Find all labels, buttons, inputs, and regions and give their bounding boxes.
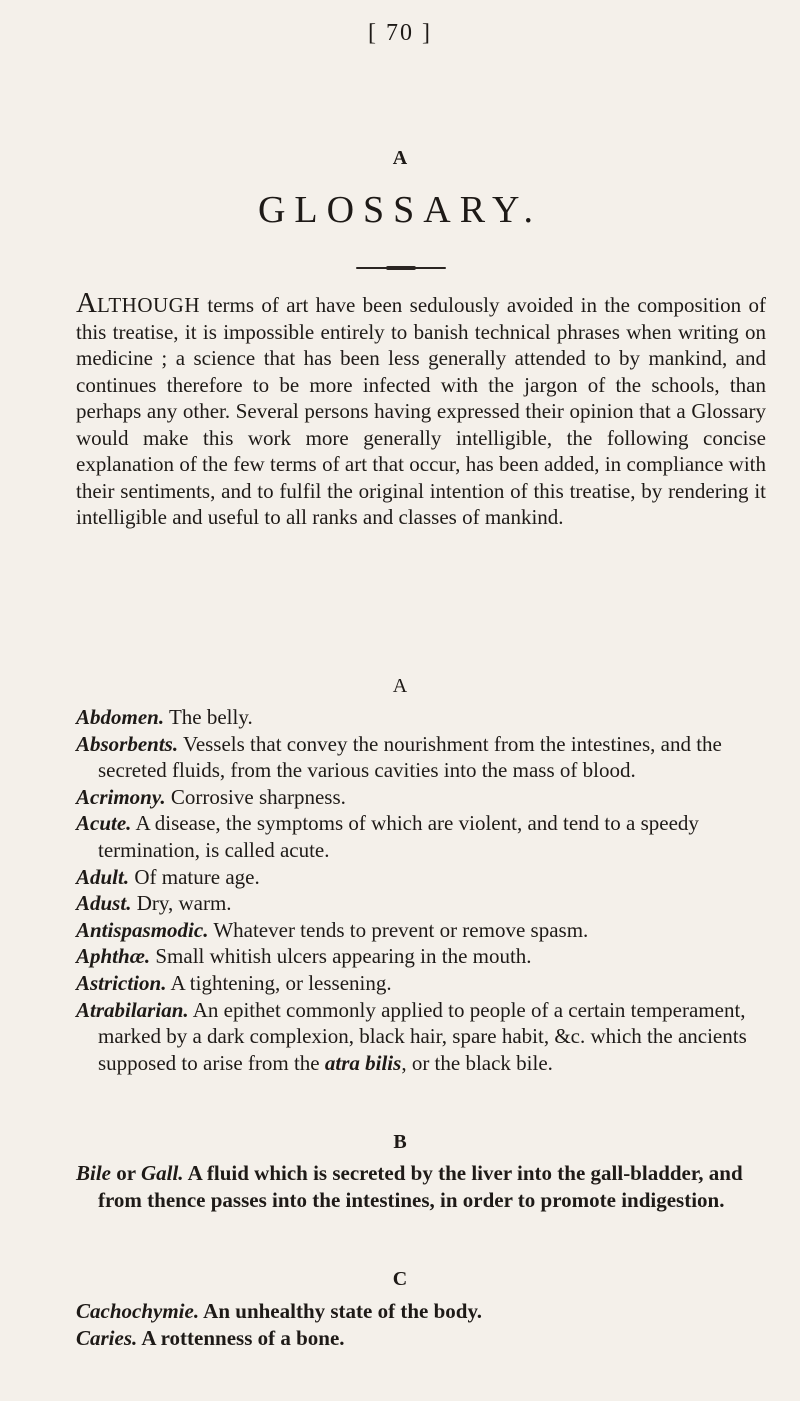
section-letter-b: B — [393, 1131, 407, 1153]
entry-definition: Small whitish ulcers appearing in the mouth. — [150, 944, 532, 969]
entry-term: Acute. — [76, 811, 132, 836]
entry-term: Adult. — [76, 864, 130, 889]
section-letter-a: A — [392, 675, 408, 697]
section-b-entries — [76, 1160, 766, 1213]
glossary-entry — [76, 864, 766, 891]
glossary-entry — [76, 704, 766, 731]
entry-definition-tail: , or the black bile. — [401, 1050, 553, 1075]
entry-italic-phrase: atra bilis — [324, 1050, 402, 1075]
entry-term: Acrimony. — [76, 784, 166, 809]
entry-definition-tail: A fluid which is secreted by the liver into the gall-bladder, and from thence passes into the intestines, in order to promote indigestion. — [98, 1161, 743, 1212]
entry-definition: An epithet commonly applied to people of a certain temperament, marked by a dark complexion, black hair, spare habit, &c. which the ancients supposed to arise from the — [98, 997, 747, 1075]
glossary-entry — [76, 731, 766, 784]
entry-definition: A rottenness of a bone. — [137, 1325, 345, 1350]
heading-article: A — [392, 147, 408, 169]
page-number: [ 70 ] — [368, 20, 432, 46]
section-c-entries — [76, 1298, 766, 1351]
entry-term: Bile — [76, 1161, 111, 1185]
glossary-entry — [76, 943, 766, 970]
entry-definition: Whatever tends to prevent or remove spasm. — [208, 917, 589, 942]
entry-definition: The belly. — [164, 705, 253, 729]
intro-lead-word: LTHOUGH — [96, 293, 201, 317]
glossary-entry — [76, 890, 766, 917]
glossary-entry — [76, 917, 766, 944]
glossary-entry — [76, 1298, 766, 1325]
entry-term: Antispasmodic. — [76, 917, 209, 942]
entry-term: Cachochymie. — [76, 1299, 200, 1323]
glossary-entry — [76, 784, 766, 811]
entry-term: Absorbents. — [76, 731, 179, 756]
glossary-entry — [76, 997, 766, 1077]
glossary-entry — [76, 810, 766, 863]
decorative-rule — [356, 267, 446, 269]
entry-definition: Corrosive sharpness. — [165, 784, 346, 809]
entry-term: Caries. — [76, 1325, 138, 1350]
entry-term: Aphthæ. — [76, 944, 151, 969]
entry-definition: Dry, warm. — [131, 891, 232, 916]
entry-definition: A tightening, or lessening. — [166, 970, 392, 995]
entry-term-alt: Gall. — [140, 1161, 184, 1185]
drop-cap: A — [76, 287, 97, 319]
section-a-entries — [76, 704, 766, 1076]
entry-definition: Of mature age. — [129, 864, 260, 889]
entry-term: Adust. — [76, 891, 132, 916]
glossary-entry — [76, 1325, 766, 1352]
intro-paragraph — [76, 287, 766, 531]
entry-term: Atrabilarian. — [76, 997, 189, 1022]
glossary-entry — [76, 970, 766, 997]
intro-text: terms of art have been sedulously avoided in the composition of this treatise, it is impossible entirely to banish technical phrases when writing on medicine ; a science that has been less generally attended to by mankind, and continues therefore to be more infected with the jargon of the schools, than perhaps any other. Several persons having expressed their opinion that a Glossary would make this work more generally intelligible, the following concise explanation of the few terms of art that occur, has been added, in compliance with their sentiments, and to fulfil the original intention of this treatise, by rendering it intelligible and useful to all ranks and classes of mankind. — [76, 293, 766, 529]
entry-term: Astriction. — [76, 970, 167, 995]
entry-definition: Vessels that convey the nourishment from the intestines, and the secreted fluids, from the various cavities into the mass of blood. — [98, 731, 722, 783]
glossary-entry — [76, 1160, 766, 1213]
entry-definition: A disease, the symptoms of which are violent, and tend to a speedy termination, is called acute. — [98, 811, 699, 862]
entry-term: Abdomen. — [76, 705, 165, 729]
entry-definition: An unhealthy state of the body. — [199, 1299, 483, 1323]
section-letter-c: C — [392, 1268, 408, 1290]
entry-definition: or — [111, 1161, 141, 1185]
page-title: GLOSSARY. — [257, 189, 543, 231]
